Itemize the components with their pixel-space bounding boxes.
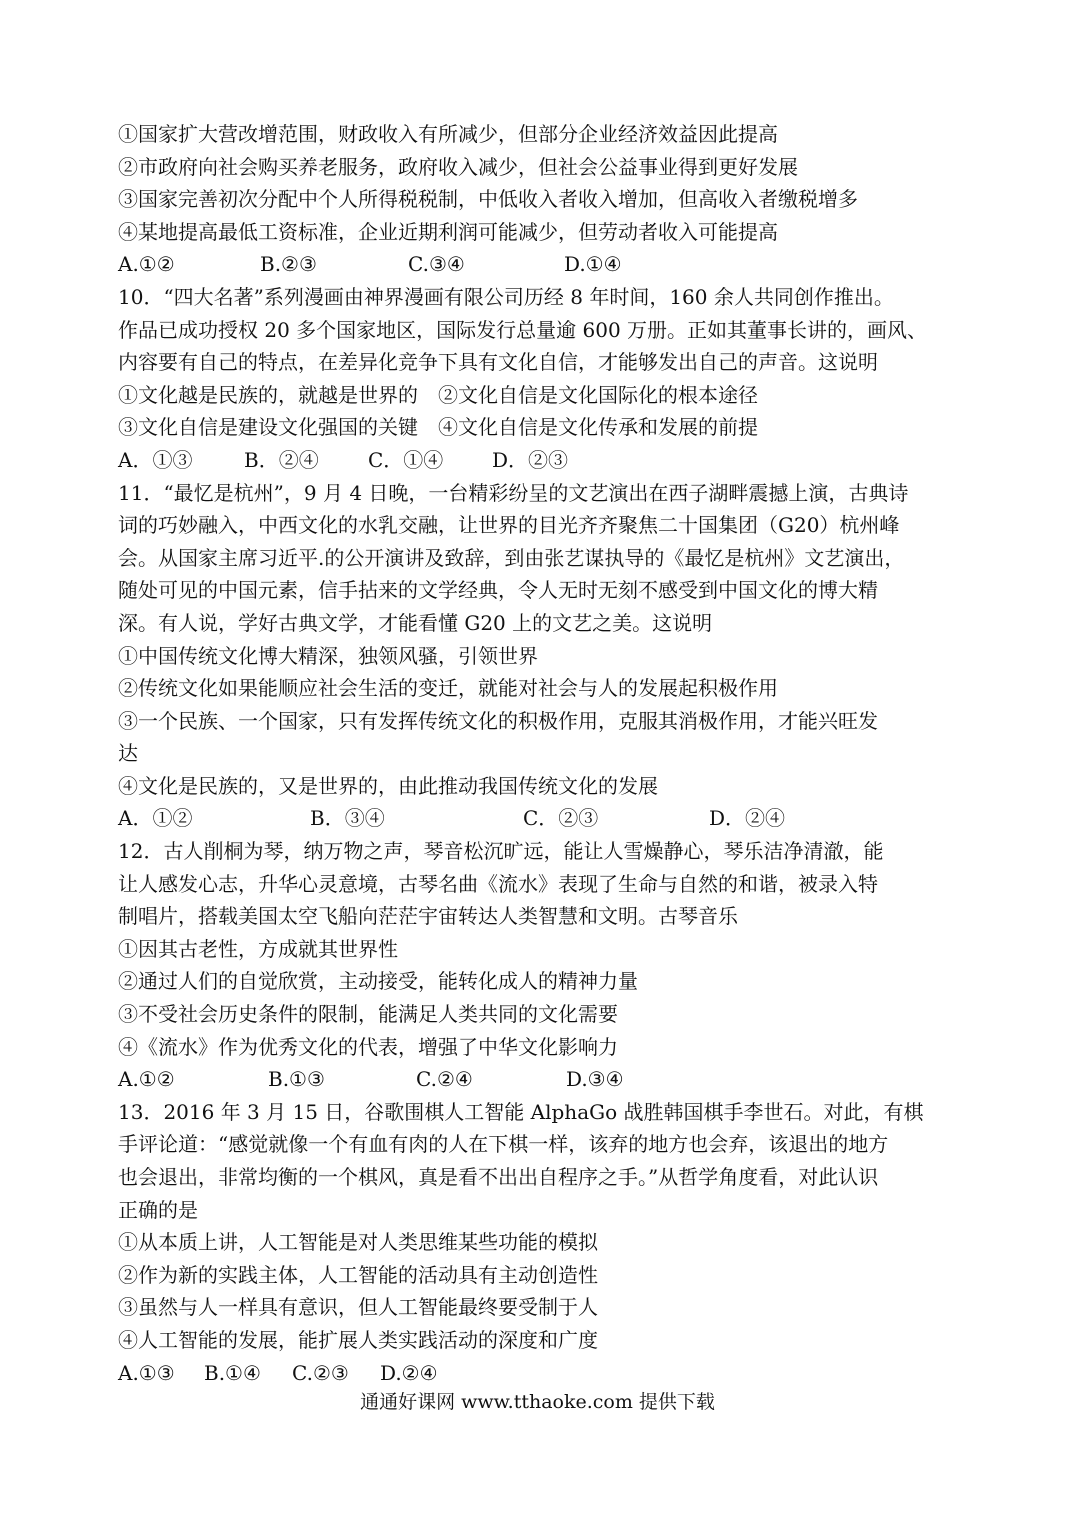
choice-item: 达 bbox=[118, 741, 138, 766]
choice-item: ①中国传统文化博大精深，独领风骚，引领世界 bbox=[118, 643, 538, 668]
question-10 bbox=[118, 281, 963, 477]
choice-item: ④人工智能的发展，能扩展人类实践活动的深度和广度 bbox=[118, 1327, 598, 1352]
option-b: B.①③ bbox=[268, 1067, 325, 1092]
option-d: D．②④ bbox=[709, 806, 786, 831]
question-stem-line: 13．2016 年 3 月 15 日，谷歌围棋人工智能 AlphaGo 战胜韩国棋手李世石。对此，有棋 bbox=[118, 1099, 924, 1124]
question-stem-line: 深。有人说，学好古典文学，才能看懂 G20 上的文艺之美。这说明 bbox=[118, 610, 713, 635]
question-stem-line: 制唱片，搭载美国太空飞船向茫茫宇宙转达人类智慧和文明。古琴音乐 bbox=[118, 904, 738, 929]
option-a: A.①② bbox=[118, 252, 175, 277]
option-c: C.②④ bbox=[416, 1067, 473, 1092]
choice-item: ①从本质上讲，人工智能是对人类思维某些功能的模拟 bbox=[118, 1230, 598, 1255]
option-a: A.①② bbox=[118, 1067, 175, 1092]
question-stem-line: 手评论道：“感觉就像一个有血有肉的人在下棋一样，该弃的地方也会弃，该退出的地方 bbox=[118, 1132, 889, 1157]
question-9-continued bbox=[118, 118, 963, 281]
option-b: B．②④ bbox=[244, 447, 319, 472]
choice-item: ①文化越是民族的，就越是世界的 ②文化自信是文化国际化的根本途径 bbox=[118, 382, 758, 407]
option-b: B.②③ bbox=[260, 252, 317, 277]
choice-item: ④《流水》作为优秀文化的代表，增强了中华文化影响力 bbox=[118, 1034, 618, 1059]
choice-item: ②传统文化如果能顺应社会生活的变迁，就能对社会与人的发展起积极作用 bbox=[118, 676, 778, 701]
answer-options bbox=[118, 248, 963, 281]
option-d: D.②④ bbox=[380, 1360, 438, 1385]
question-stem-line: 作品已成功授权 20 多个国家地区，国际发行总量逾 600 万册。正如其董事长讲的，画风、 bbox=[118, 317, 928, 342]
page-footer: 通通好课网 www.tthaoke.com 提供下载 bbox=[360, 1391, 715, 1413]
question-13 bbox=[118, 1096, 963, 1389]
answer-options bbox=[118, 1357, 963, 1390]
choice-item: ③国家完善初次分配中个人所得税税制，中低收入者收入增加，但高收入者缴税增多 bbox=[118, 187, 858, 212]
option-a: A.①③ bbox=[118, 1360, 175, 1385]
option-d: D.①④ bbox=[564, 252, 622, 277]
question-stem-line: 10．“四大名著”系列漫画由神界漫画有限公司历经 8 年时间，160 余人共同创作推出。 bbox=[118, 284, 894, 309]
question-stem-line: 内容要有自己的特点，在差异化竞争下具有文化自信，才能够发出自己的声音。这说明 bbox=[118, 350, 878, 375]
option-c: C.②③ bbox=[292, 1360, 349, 1385]
choice-item: ③文化自信是建设文化强国的关键 ④文化自信是文化传承和发展的前提 bbox=[118, 415, 758, 440]
option-b: B．③④ bbox=[310, 806, 385, 831]
question-stem-line: 随处可见的中国元素，信手拈来的文学经典，令人无时无刻不感受到中国文化的博大精 bbox=[118, 578, 878, 603]
option-a: A．①③ bbox=[118, 447, 193, 472]
option-c: C．②③ bbox=[523, 806, 599, 831]
exam-page-body bbox=[118, 118, 963, 1389]
choice-item: ②市政府向社会购买养老服务，政府收入减少，但社会公益事业得到更好发展 bbox=[118, 154, 798, 179]
choice-item: ②作为新的实践主体，人工智能的活动具有主动创造性 bbox=[118, 1262, 598, 1287]
choice-item: ④文化是民族的，又是世界的，由此推动我国传统文化的发展 bbox=[118, 773, 658, 798]
choice-item: ①因其古老性，方成就其世界性 bbox=[118, 936, 398, 961]
question-stem-line: 词的巧妙融入，中西文化的水乳交融，让世界的目光齐齐聚焦二十国集团（G20）杭州峰 bbox=[118, 513, 900, 538]
option-c: C.③④ bbox=[408, 252, 465, 277]
answer-options bbox=[118, 802, 963, 835]
choice-item: ②通过人们的自觉欣赏，主动接受，能转化成人的精神力量 bbox=[118, 969, 638, 994]
question-stem-line: 正确的是 bbox=[118, 1197, 198, 1222]
question-stem-line: 会。从国家主席习近平.的公开演讲及致辞，到由张艺谋执导的《最忆是杭州》文艺演出， bbox=[118, 545, 905, 570]
choice-item: ③一个民族、一个国家，只有发挥传统文化的积极作用，克服其消极作用，才能兴旺发 bbox=[118, 708, 878, 733]
option-d: D．②③ bbox=[492, 447, 569, 472]
question-stem-line: 也会退出，非常均衡的一个棋风，真是看不出出自程序之手。”从哲学角度看，对此认识 bbox=[118, 1165, 879, 1189]
option-c: C．①④ bbox=[368, 447, 444, 472]
choice-item: ③不受社会历史条件的限制，能满足人类共同的文化需要 bbox=[118, 1002, 618, 1027]
choice-item: ④某地提高最低工资标准，企业近期利润可能减少，但劳动者收入可能提高 bbox=[118, 219, 778, 244]
option-b: B.①④ bbox=[204, 1360, 261, 1385]
answer-options bbox=[118, 1063, 963, 1096]
option-a: A．①② bbox=[118, 806, 193, 831]
question-stem-line: 11．“最忆是杭州”，9 月 4 日晚，一台精彩纷呈的文艺演出在西子湖畔震撼上演，古典诗 bbox=[118, 480, 909, 505]
question-stem-line: 12．古人削桐为琴，纳万物之声，琴音松沉旷远，能让人雪燥静心，琴乐洁净清澈，能 bbox=[118, 839, 884, 864]
question-stem-line: 让人感发心志，升华心灵意境，古琴名曲《流水》表现了生命与自然的和谐，被录入特 bbox=[118, 871, 878, 896]
choice-item: ③虽然与人一样具有意识，但人工智能最终要受制于人 bbox=[118, 1295, 598, 1320]
question-11 bbox=[118, 477, 963, 836]
question-12 bbox=[118, 835, 963, 1096]
option-d: D.③④ bbox=[566, 1067, 624, 1092]
answer-options bbox=[118, 444, 963, 477]
choice-item: ①国家扩大营改增范围，财政收入有所减少，但部分企业经济效益因此提高 bbox=[118, 122, 778, 146]
